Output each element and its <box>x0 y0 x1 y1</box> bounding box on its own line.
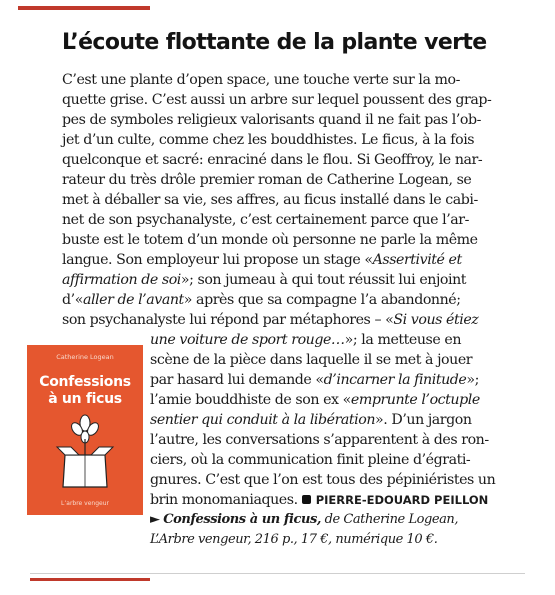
body-line: jet d’un culte, comme chez les bouddhistes. Le ficus, à la fois <box>62 132 475 148</box>
body-line: son psychanalyste lui répond par métaphores – «Si vous étiez <box>62 312 479 328</box>
body-line: met à déballer sa vie, ses affres, au ficus installé dans le cabi- <box>62 192 478 208</box>
book-title: Confessions à un ficus, <box>163 512 321 527</box>
body-line: l’autre, les conversations s’apparentent à des ron- <box>150 432 489 448</box>
author-square-icon <box>302 495 311 504</box>
body-line: langue. Son employeur lui propose un stage «Assertivité et <box>62 252 462 268</box>
body-line: buste est le totem d’un monde où personne ne parle la même <box>62 232 478 248</box>
body-line: quette grise. C’est aussi un arbre sur lequel poussent des grap- <box>62 92 492 108</box>
cover-title: Confessions à un ficus <box>39 374 131 407</box>
body-line: par hasard lui demande «d’incarner la finitude»; <box>150 372 479 388</box>
body-line: une voiture de sport rouge…»; la metteuse en <box>150 332 462 348</box>
body-line: sentier qui conduit à la libération». D’un jargon <box>150 412 472 428</box>
book-cover <box>27 345 143 515</box>
body-line: brin monomaniaques. PIERRE-EDOUARD PEILLON <box>150 492 489 508</box>
body-line: d’«aller de l’avant» après que sa compagne l’a abandonné; <box>62 292 461 308</box>
book-details: L’Arbre vengeur, 216 p., 17 €, numérique 10 €. <box>150 532 438 547</box>
bottom-divider <box>30 573 525 574</box>
body-line: pes de symboles religieux valorisants quand il ne fait pas l’ob- <box>62 112 482 128</box>
body-line: scène de la pièce dans laquelle il se met à jouer <box>150 352 473 368</box>
body-line: C’est une plante d’open space, une touche verte sur la mo- <box>62 72 460 88</box>
article-title: L’écoute flottante de la plante verte <box>62 30 487 55</box>
body-line: quelconque et sacré: enraciné dans le flou. Si Geoffroy, le nar- <box>62 152 483 168</box>
body-line: gnures. C’est que l’on est tous des pépiniéristes un <box>150 472 496 488</box>
bottom-accent-rule <box>30 578 150 581</box>
body-line: rateur du très drôle premier roman de Catherine Logean, se <box>62 172 472 188</box>
body-line: net de son psychanalyste, c’est certainement parce que l’ar- <box>62 212 469 228</box>
body-line: affirmation de soi»; son jumeau à qui tout réussit lui enjoint <box>62 272 467 288</box>
book-reference: ► Confessions à un ficus, de Catherine Logean, <box>150 512 459 527</box>
body-line: ciers, où la communication finit pleine d’égrati- <box>150 452 471 468</box>
top-accent-rule <box>18 6 150 10</box>
body-line: l’amie bouddhiste de son ex «emprunte l’octuple <box>150 392 480 408</box>
cover-publisher: L’arbre vengeur <box>61 500 109 507</box>
cover-author: Catherine Logean <box>56 353 114 361</box>
author-byline: PIERRE-EDOUARD PEILLON <box>315 493 489 507</box>
boxed-plant-illustration <box>55 413 115 493</box>
arrow-icon: ► <box>150 512 160 527</box>
